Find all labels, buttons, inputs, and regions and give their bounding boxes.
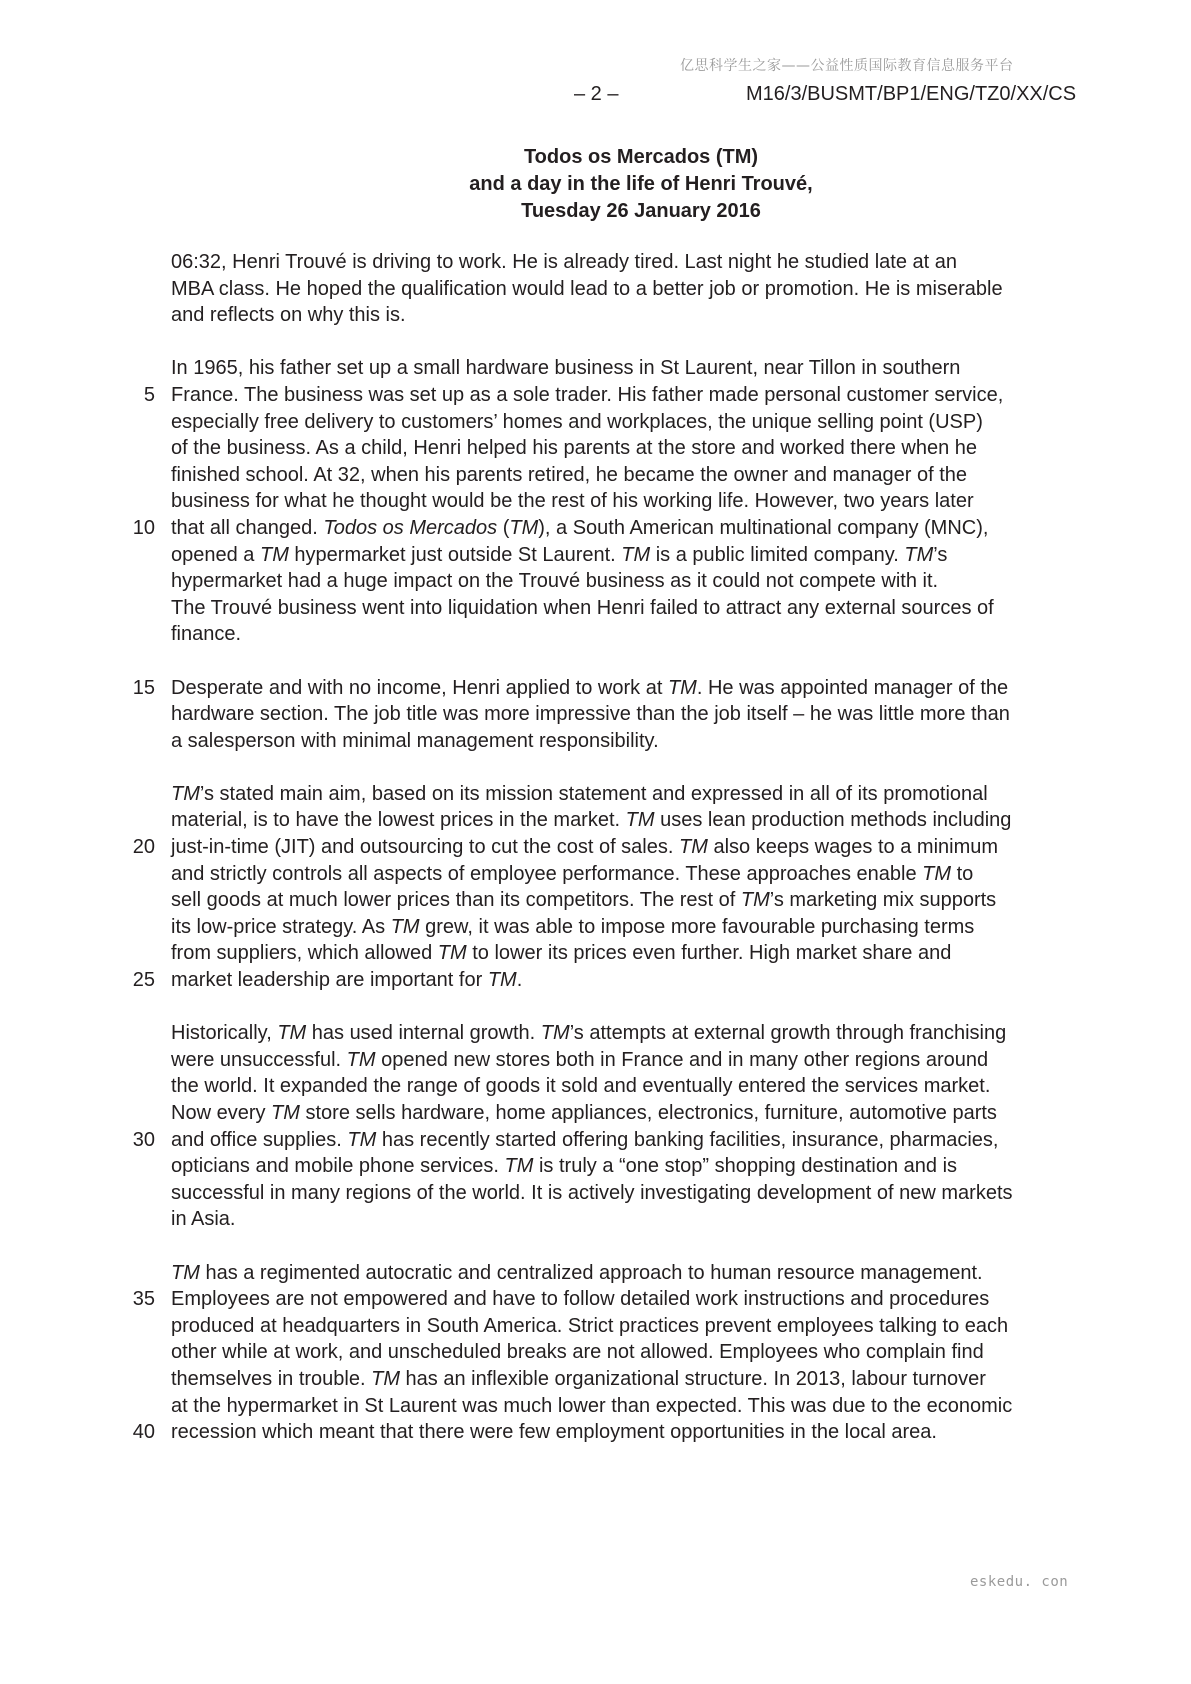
text-line: 40 recession which meant that there were few employment opportunities in the local area. <box>171 1419 1121 1446</box>
text-line: material, is to have the lowest prices in the market. TM uses lean production methods including <box>171 809 1012 832</box>
text-line: themselves in trouble. TM has an inflexible organizational structure. In 2013, labour turnover <box>171 1367 986 1390</box>
text-line: opticians and mobile phone services. TM is truly a “one stop” shopping destination and is <box>171 1155 958 1178</box>
document-code: M16/3/BUSMT/BP1/ENG/TZ0/XX/CS <box>746 83 1077 105</box>
text-line: opened a TM hypermarket just outside St Laurent. TM is a public limited company. TM’s <box>171 543 948 566</box>
line-number: 40 <box>132 1421 155 1444</box>
text-line: especially free delivery to customers’ homes and workplaces, the unique selling point (USP) <box>171 410 983 433</box>
text-line: 25 market leadership are important for TM. <box>171 967 1121 994</box>
text-line: In 1965, his father set up a small hardware business in St Laurent, near Tillon in southern <box>171 357 961 380</box>
text-line: 06:32, Henri Trouvé is driving to work. He is already tired. Last night he studied late at an <box>171 251 957 273</box>
document-title <box>0 144 1191 225</box>
text-line: MBA class. He hoped the qualification would lead to a better job or promotion. He is miserable <box>171 277 1003 300</box>
title-line: and a day in the life of Henri Trouvé, <box>469 173 813 195</box>
line-text: France. The business was set up as a sole trader. His father made personal customer service, <box>171 383 1004 406</box>
text-line: finished school. At 32, when his parents retired, he became the owner and manager of the <box>171 463 968 486</box>
text-line: hardware section. The job title was more impressive than the job itself – he was little more than <box>171 703 1010 726</box>
line-number: 25 <box>132 969 155 992</box>
page-number: – 2 – <box>574 83 619 105</box>
text-line: 10 that all changed. Todos os Mercados (TM), a South American multinational company (MNC), <box>171 515 1121 542</box>
text-line: The Trouvé business went into liquidation when Henri failed to attract any external sources of <box>171 596 994 619</box>
text-line: successful in many regions of the world. It is actively investigating development of new markets <box>171 1181 1013 1204</box>
text-line: 35 Employees are not empowered and have to follow detailed work instructions and procedures <box>171 1286 1121 1313</box>
line-number: 20 <box>132 836 155 859</box>
line-number: 5 <box>143 383 155 406</box>
text-line: TM’s stated main aim, based on its mission statement and expressed in all of its promotional <box>171 782 988 805</box>
text-line: of the business. As a child, Henri helped his parents at the store and worked there when he <box>171 437 978 460</box>
text-line: business for what he thought would be the rest of his working life. However, two years later <box>171 490 974 513</box>
line-number: 15 <box>132 676 155 699</box>
text-line: Historically, TM has used internal growth. TM’s attempts at external growth through franchising <box>171 1022 1007 1045</box>
text-line: at the hypermarket in St Laurent was much lower than expected. This was due to the economic <box>171 1394 1013 1417</box>
text-line: TM has a regimented autocratic and centralized approach to human resource management. <box>171 1261 983 1284</box>
text-line: sell goods at much lower prices than its competitors. The rest of TM’s marketing mix supports <box>171 889 997 912</box>
title-line: Tuesday 26 January 2016 <box>521 200 761 222</box>
line-number: 35 <box>132 1288 155 1311</box>
text-line: the world. It expanded the range of goods it sold and eventually entered the services market. <box>171 1075 991 1098</box>
text-line: and strictly controls all aspects of employee performance. These approaches enable TM to <box>171 862 974 885</box>
line-number: 30 <box>132 1128 155 1151</box>
text-line: in Asia. <box>171 1208 236 1231</box>
text-line: and reflects on why this is. <box>171 304 406 327</box>
text-line: a salesperson with minimal management responsibility. <box>171 729 659 752</box>
line-number: 10 <box>132 516 155 539</box>
text-line: its low-price strategy. As TM grew, it was able to impose more favourable purchasing terms <box>171 915 975 938</box>
footer-site: eskedu. con <box>970 1574 1069 1590</box>
watermark: 亿思科学生之家——公益性质国际教育信息服务平台 <box>680 58 1014 74</box>
text-line: 20 just-in-time (JIT) and outsourcing to cut the cost of sales. TM also keeps wages to a minimum <box>171 834 1121 861</box>
text-line: Now every TM store sells hardware, home appliances, electronics, furniture, automotive parts <box>171 1102 997 1124</box>
text-line: hypermarket had a huge impact on the Trouvé business as it could not compete with it. <box>171 570 939 593</box>
text-line: from suppliers, which allowed TM to lower its prices even further. High market share and <box>171 942 952 965</box>
case-study-text <box>132 249 1121 1446</box>
text-line <box>143 382 1121 409</box>
text-line: other while at work, and unscheduled breaks are not allowed. Employees who complain find <box>171 1341 984 1364</box>
text-line: finance. <box>171 623 242 646</box>
text-line: 15 Desperate and with no income, Henri applied to work at TM. He was appointed manager of the <box>171 675 1121 702</box>
text-line: 30 and office supplies. TM has recently started offering banking facilities, insurance, pharmacies, <box>171 1127 1121 1154</box>
text-line: were unsuccessful. TM opened new stores both in France and in many other regions around <box>171 1048 989 1071</box>
text-line: produced at headquarters in South America. Strict practices prevent employees talking to each <box>171 1314 1009 1337</box>
title-line: Todos os Mercados (TM) <box>523 146 759 168</box>
